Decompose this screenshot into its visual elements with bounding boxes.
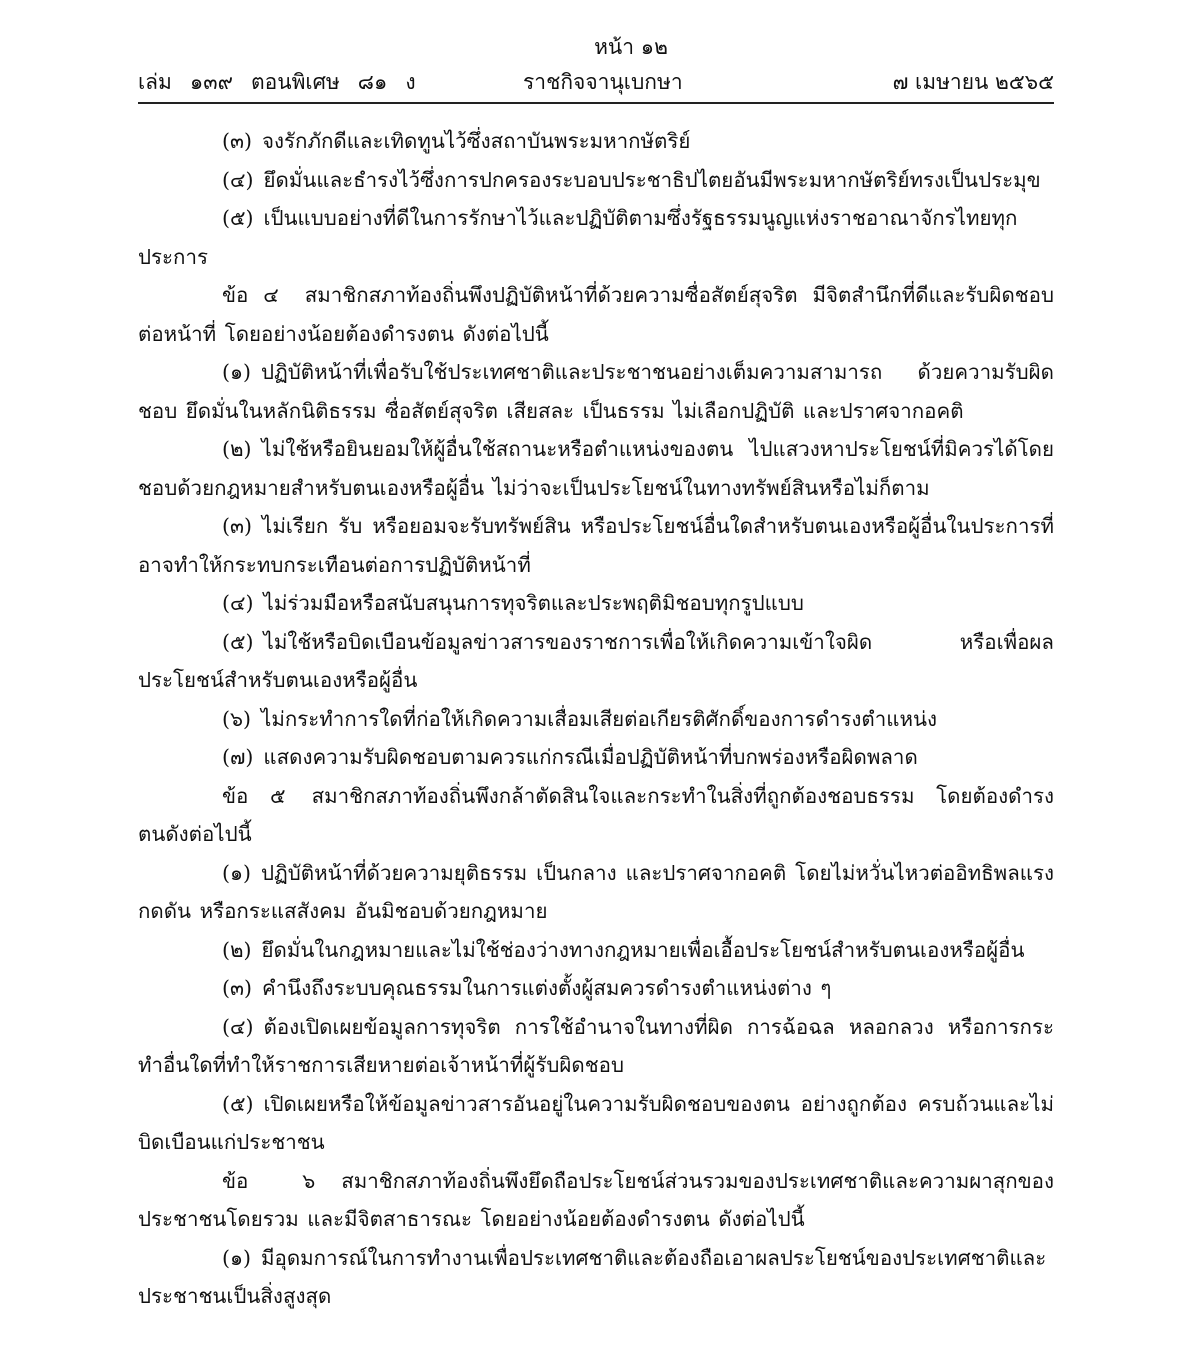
paragraph-number: (๔) (222, 1014, 254, 1039)
paragraph-text: ไม่เรียก รับ หรือยอมจะรับทรัพย์สิน หรือประโยชน์อื่นใดสำหรับตนเองหรือผู้อื่นในประการที่อาจทำให้กระทบกระเทือนต่อการปฏิบัติหน้าที่ (138, 514, 1054, 577)
paragraph-number: (๒) (222, 437, 252, 461)
paragraph-number: (๒) (222, 937, 252, 962)
paragraph-text: ปฏิบัติหน้าที่เพื่อรับใช้ประเทศชาติและประชาชนอย่างเต็มความสามารถ ด้วยความรับผิดชอบ ยึดมั่นในหลักนิติธรรม ซื่อสัตย์สุจริต เสียสละ เป็นธรรม ไม่เลือกปฏิบัติ และปราศจากอคติ (138, 360, 1054, 423)
volume-label: เล่ม (138, 70, 172, 94)
paragraph (138, 623, 1054, 700)
clause-number: ข้อ ๖ (222, 1168, 316, 1193)
clause-text: สมาชิกสภาท้องถิ่นพึงยึดถือประโยชน์ส่วนรวมของประเทศชาติและความผาสุกของประชาชนโดยรวม และมีจิตสาธารณะ โดยอย่างน้อยต้องดำรงตน ดังต่อไปนี้ (138, 1168, 1054, 1231)
paragraph-text: จงรักภักดีและเทิดทูนไว้ซึ่งสถาบันพระมหากษัตริย์ (262, 129, 691, 153)
paragraph (138, 969, 1054, 1008)
paragraph-text: ไม่ร่วมมือหรือสนับสนุนการทุจริตและประพฤติมิชอบทุกรูปแบบ (263, 591, 804, 615)
paragraph (138, 584, 1054, 623)
clause-number: ข้อ ๔ (222, 283, 279, 307)
paragraph (138, 738, 1054, 777)
volume-info (138, 64, 416, 100)
paragraph-number: (๕) (222, 206, 254, 230)
paragraph-text: คำนึงถึงระบบคุณธรรมในการแต่งตั้งผู้สมควรดำรงตำแหน่งต่าง ๆ (262, 976, 832, 1000)
section-letter: ง (405, 70, 416, 94)
paragraph-number: (๖) (222, 706, 252, 731)
paragraph (138, 353, 1054, 430)
paragraph (138, 700, 1054, 739)
paragraph-number: (๗) (222, 745, 254, 769)
clause-number: ข้อ ๕ (222, 783, 286, 808)
paragraph-text: มีอุดมการณ์ในการทำงานเพื่อประเทศชาติและต้องถือเอาผลประโยชน์ของประเทศชาติและประชาชนเป็นสิ่งสูงสุด (138, 1245, 1047, 1308)
paragraph (138, 931, 1054, 970)
clause-text: สมาชิกสภาท้องถิ่นพึงปฏิบัติหน้าที่ด้วยความซื่อสัตย์สุจริต มีจิตสำนึกที่ดีและรับผิดชอบต่อหน้าที่ โดยอย่างน้อยต้องดำรงตน ดังต่อไปนี้ (138, 283, 1054, 346)
paragraph-number: (๑) (222, 360, 252, 384)
gazette-header (138, 64, 1054, 104)
paragraph (138, 1239, 1054, 1316)
paragraph-text: แสดงความรับผิดชอบตามควรแก่กรณีเมื่อปฏิบัติหน้าที่บกพร่องหรือผิดพลาด (263, 745, 918, 769)
paragraph-number: (๓) (222, 514, 253, 538)
paragraph-number: (๑) (222, 860, 252, 885)
paragraph (138, 161, 1054, 200)
paragraph (138, 507, 1054, 584)
paragraph (138, 1085, 1054, 1162)
paragraph (138, 854, 1054, 931)
document-body (138, 122, 1054, 1316)
paragraph (138, 122, 1054, 161)
paragraph-number: (๕) (222, 629, 254, 654)
document-page (138, 30, 1054, 1316)
publication-date: ๗ เมษายน ๒๕๖๕ (892, 70, 1054, 94)
paragraph-number: (๕) (222, 1091, 254, 1116)
page-number: หน้า ๑๒ (594, 35, 668, 59)
clause-text: สมาชิกสภาท้องถิ่นพึงกล้าตัดสินใจและกระทำในสิ่งที่ถูกต้องชอบธรรม โดยต้องดำรงตนดังต่อไปนี้ (138, 783, 1054, 846)
paragraph-text: ไม่ใช้หรือบิดเบือนข้อมูลข่าวสารของราชการเพื่อให้เกิดความเข้าใจผิด หรือเพื่อผลประโยชน์สำหรับตนเองหรือผู้อื่น (138, 629, 1054, 692)
paragraph-number: (๓) (222, 976, 253, 1000)
paragraph (138, 199, 1054, 276)
section-number: ๘๑ (357, 70, 388, 94)
paragraph-text: เป็นแบบอย่างที่ดีในการรักษาไว้และปฏิบัติตามซึ่งรัฐธรรมนูญแห่งราชอาณาจักรไทยทุกประการ (138, 206, 1018, 269)
paragraph-text: ยึดมั่นในกฎหมายและไม่ใช้ช่องว่างทางกฎหมายเพื่อเอื้อประโยชน์สำหรับตนเองหรือผู้อื่น (261, 937, 1025, 962)
paragraph-text: เปิดเผยหรือให้ข้อมูลข่าวสารอันอยู่ในความรับผิดชอบของตน อย่างถูกต้อง ครบถ้วนและไม่บิดเบือนแก่ประชาชน (138, 1091, 1054, 1154)
clause (138, 1162, 1054, 1239)
paragraph-number: (๔) (222, 167, 254, 192)
clause (138, 276, 1054, 353)
paragraph-text: ปฏิบัติหน้าที่ด้วยความยุติธรรม เป็นกลาง และปราศจากอคติ โดยไม่หวั่นไหวต่ออิทธิพลแรงกดดัน หรือกระแสสังคม อันมิชอบด้วยกฎหมาย (138, 860, 1054, 923)
paragraph-number: (๓) (222, 129, 253, 153)
paragraph-text: ไม่กระทำการใดที่ก่อให้เกิดความเสื่อมเสียต่อเกียรติศักดิ์ของการดำรงตำแหน่ง (261, 706, 937, 731)
paragraph (138, 1008, 1054, 1085)
section-label: ตอนพิเศษ (250, 70, 340, 94)
paragraph (138, 430, 1054, 507)
paragraph-text: ยึดมั่นและธำรงไว้ซึ่งการปกครองระบอบประชาธิปไตยอันมีพระมหากษัตริย์ทรงเป็นประมุข (263, 167, 1041, 192)
publication-name: ราชกิจจานุเบกษา (523, 70, 683, 94)
paragraph-text: ต้องเปิดเผยข้อมูลการทุจริต การใช้อำนาจในทางที่ผิด การฉ้อฉล หลอกลวง หรือการกระทำอื่นใดที่ทำให้ราชการเสียหายต่อเจ้าหน้าที่ผู้รับผิดชอบ (138, 1014, 1054, 1077)
volume-number: ๑๓๙ (189, 70, 233, 94)
paragraph-text: ไม่ใช้หรือยินยอมให้ผู้อื่นใช้สถานะหรือตำแหน่งของตน ไปแสวงหาประโยชน์ที่มิควรได้โดยชอบด้วยกฎหมายสำหรับตนเองหรือผู้อื่น ไม่ว่าจะเป็นประโยชน์ในทางทรัพย์สินหรือไม่ก็ตาม (138, 437, 1054, 500)
paragraph-number: (๔) (222, 591, 254, 615)
paragraph-number: (๑) (222, 1245, 252, 1270)
clause (138, 777, 1054, 854)
